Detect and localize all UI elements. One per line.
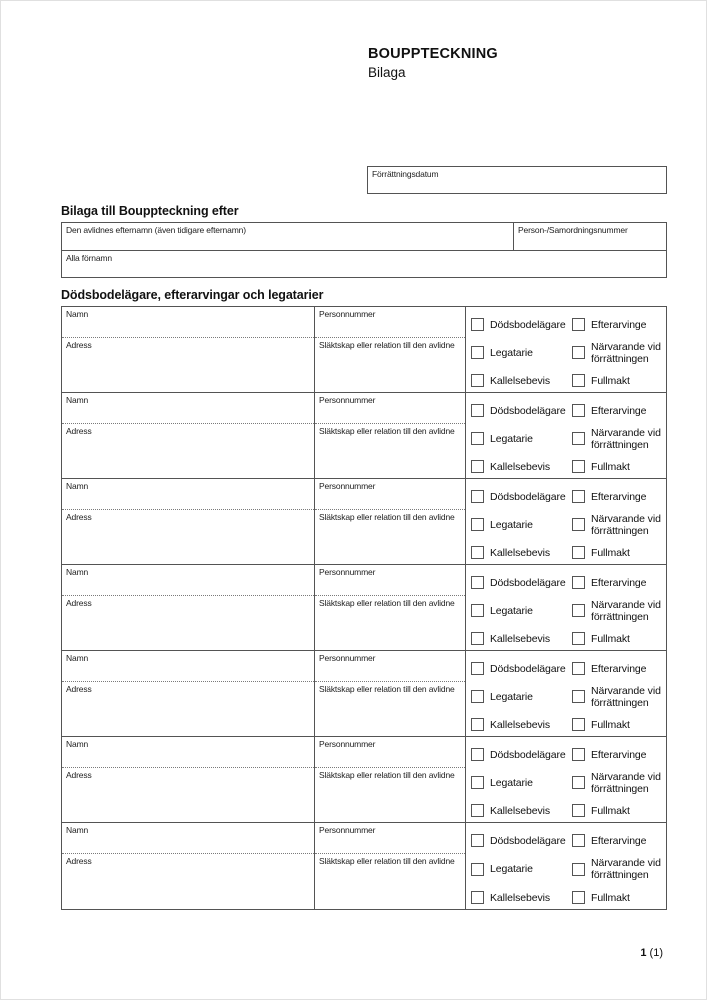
person-address-field[interactable]: [62, 768, 314, 822]
checkbox-label-fullmakt: Fullmakt: [591, 718, 630, 731]
checkbox-item-efterarvinge: [572, 318, 662, 331]
checkbox-line-1: [471, 662, 662, 675]
checkbox-label-efterarvinge: Efterarvinge: [591, 318, 647, 331]
checkbox-item-fullmakt: [572, 546, 662, 559]
checkbox-item-fullmakt: [572, 891, 662, 904]
checkbox-item-legatarie: [471, 685, 572, 709]
person-address-label: Adress: [66, 426, 92, 436]
person-name-label: Namn: [66, 481, 89, 491]
checkbox-kallelsebevis[interactable]: [471, 891, 484, 904]
first-names-label: Alla förnamn: [66, 253, 112, 263]
beneficiaries-table: [61, 306, 667, 910]
person-name-label: Namn: [66, 825, 89, 835]
person-address-field[interactable]: [62, 596, 314, 650]
checkbox-efterarvinge[interactable]: [572, 748, 585, 761]
checkbox-label-legatarie: Legatarie: [490, 432, 533, 445]
checkbox-label-legatarie: Legatarie: [490, 776, 533, 789]
checkbox-item-narvarande: [572, 599, 662, 623]
checkbox-item-narvarande: [572, 685, 662, 709]
person-number-field[interactable]: [315, 307, 465, 338]
checkbox-efterarvinge[interactable]: [572, 576, 585, 589]
checkbox-efterarvinge[interactable]: [572, 404, 585, 417]
checkbox-kallelsebevis[interactable]: [471, 804, 484, 817]
person-name-address-column: [62, 651, 315, 736]
checkbox-dodsbodelagare[interactable]: [471, 404, 484, 417]
checkbox-label-kallelsebevis: Kallelsebevis: [490, 804, 550, 817]
person-row: [62, 823, 666, 909]
person-relation-label: Släktskap eller relation till den avlidne: [319, 856, 455, 866]
person-number-relation-column: [315, 479, 466, 564]
checkbox-fullmakt[interactable]: [572, 460, 585, 473]
person-address-field[interactable]: [62, 682, 314, 736]
person-number-label: Personnummer: [319, 309, 376, 319]
checkbox-item-dodsbodelagare: [471, 490, 572, 503]
checkbox-dodsbodelagare[interactable]: [471, 490, 484, 503]
personal-number-label: Person-/Samordningsnummer: [518, 225, 628, 235]
person-number-relation-column: [315, 823, 466, 909]
checkbox-label-dodsbodelagare: Dödsbodelägare: [490, 490, 566, 503]
checkbox-legatarie[interactable]: [471, 518, 484, 531]
deceased-surname-label: Den avlidnes efternamn (även tidigare efternamn): [66, 225, 246, 235]
checkbox-kallelsebevis[interactable]: [471, 632, 484, 645]
checkbox-item-efterarvinge: [572, 834, 662, 847]
checkbox-label-narvarande: Närvarande vid förrättningen: [591, 340, 661, 365]
person-relation-label: Släktskap eller relation till den avlidne: [319, 426, 455, 436]
checkbox-label-legatarie: Legatarie: [490, 346, 533, 359]
checkbox-fullmakt[interactable]: [572, 374, 585, 387]
checkbox-item-dodsbodelagare: [471, 318, 572, 331]
checkbox-narvarande-vid-forrattningen[interactable]: [572, 776, 585, 789]
checkbox-label-narvarande: Närvarande vid förrättningen: [591, 598, 661, 623]
checkbox-label-kallelsebevis: Kallelsebevis: [490, 718, 550, 731]
person-number-field[interactable]: [315, 823, 465, 854]
checkbox-item-fullmakt: [572, 632, 662, 645]
checkbox-item-dodsbodelagare: [471, 404, 572, 417]
checkbox-item-kallelsebevis: [471, 632, 572, 645]
checkbox-fullmakt[interactable]: [572, 891, 585, 904]
person-address-field[interactable]: [62, 338, 314, 392]
checkbox-narvarande-vid-forrattningen[interactable]: [572, 690, 585, 703]
page-number-total: (1): [649, 947, 663, 959]
checkbox-item-kallelsebevis: [471, 460, 572, 473]
person-relation-field[interactable]: [315, 768, 465, 822]
person-name-address-column: [62, 307, 315, 392]
checkbox-label-legatarie: Legatarie: [490, 518, 533, 531]
checkbox-item-narvarande: [572, 771, 662, 795]
person-row: [62, 565, 666, 651]
person-name-field[interactable]: [62, 823, 314, 854]
checkbox-label-legatarie: Legatarie: [490, 604, 533, 617]
person-number-label: Personnummer: [319, 481, 376, 491]
checkbox-kallelsebevis[interactable]: [471, 460, 484, 473]
checkbox-item-narvarande: [572, 513, 662, 537]
checkbox-label-legatarie: Legatarie: [490, 690, 533, 703]
checkbox-dodsbodelagare[interactable]: [471, 318, 484, 331]
checkbox-item-efterarvinge: [572, 404, 662, 417]
checkbox-line-3: [471, 546, 662, 559]
checkbox-efterarvinge[interactable]: [572, 662, 585, 675]
checkbox-item-fullmakt: [572, 374, 662, 387]
checkbox-line-1: [471, 404, 662, 417]
checkbox-label-dodsbodelagare: Dödsbodelägare: [490, 404, 566, 417]
checkbox-fullmakt[interactable]: [572, 632, 585, 645]
person-role-checkbox-group: [466, 479, 666, 564]
checkbox-narvarande-vid-forrattningen[interactable]: [572, 604, 585, 617]
person-name-address-column: [62, 565, 315, 650]
checkbox-label-efterarvinge: Efterarvinge: [591, 834, 647, 847]
person-relation-field[interactable]: [315, 682, 465, 736]
checkbox-line-2: [471, 771, 662, 795]
checkbox-label-kallelsebevis: Kallelsebevis: [490, 632, 550, 645]
person-name-address-column: [62, 737, 315, 822]
checkbox-legatarie[interactable]: [471, 346, 484, 359]
personal-number-field[interactable]: [514, 223, 666, 250]
checkbox-item-legatarie: [471, 513, 572, 537]
person-relation-label: Släktskap eller relation till den avlidne: [319, 598, 455, 608]
checkbox-legatarie[interactable]: [471, 776, 484, 789]
checkbox-label-efterarvinge: Efterarvinge: [591, 662, 647, 675]
page-number: [640, 947, 663, 959]
person-name-field[interactable]: [62, 393, 314, 424]
checkbox-label-narvarande: Närvarande vid förrättningen: [591, 857, 661, 881]
title-block: [368, 45, 498, 82]
checkbox-item-kallelsebevis: [471, 804, 572, 817]
checkbox-line-1: [471, 576, 662, 589]
person-address-field[interactable]: [62, 510, 314, 564]
person-name-field[interactable]: [62, 479, 314, 510]
person-role-checkbox-group: [466, 393, 666, 478]
person-name-label: Namn: [66, 309, 89, 319]
checkbox-line-2: [471, 685, 662, 709]
checkbox-line-3: [471, 632, 662, 645]
checkbox-label-kallelsebevis: Kallelsebevis: [490, 460, 550, 473]
person-relation-field[interactable]: [315, 854, 465, 909]
person-address-label: Adress: [66, 598, 92, 608]
person-relation-field[interactable]: [315, 510, 465, 564]
person-role-checkbox-group: [466, 651, 666, 736]
checkbox-label-kallelsebevis: Kallelsebevis: [490, 374, 550, 387]
checkbox-item-legatarie: [471, 771, 572, 795]
checkbox-item-dodsbodelagare: [471, 662, 572, 675]
checkbox-fullmakt[interactable]: [572, 804, 585, 817]
checkbox-label-efterarvinge: Efterarvinge: [591, 748, 647, 761]
checkbox-item-kallelsebevis: [471, 374, 572, 387]
person-name-field[interactable]: [62, 307, 314, 338]
checkbox-item-fullmakt: [572, 460, 662, 473]
person-row: [62, 479, 666, 565]
checkbox-line-2: [471, 857, 662, 881]
checkbox-efterarvinge[interactable]: [572, 318, 585, 331]
checkbox-line-2: [471, 513, 662, 537]
checkbox-item-fullmakt: [572, 718, 662, 731]
checkbox-label-fullmakt: Fullmakt: [591, 891, 630, 904]
person-address-label: Adress: [66, 512, 92, 522]
person-name-field[interactable]: [62, 737, 314, 768]
deceased-info-row1: [62, 223, 666, 251]
checkbox-dodsbodelagare[interactable]: [471, 748, 484, 761]
deceased-info-table: [61, 222, 667, 278]
checkbox-dodsbodelagare[interactable]: [471, 834, 484, 847]
person-relation-field[interactable]: [315, 338, 465, 392]
person-name-label: Namn: [66, 739, 89, 749]
person-number-relation-column: [315, 565, 466, 650]
checkbox-label-narvarande: Närvarande vid förrättningen: [591, 684, 661, 709]
checkbox-item-narvarande: [572, 857, 662, 881]
checkbox-label-dodsbodelagare: Dödsbodelägare: [490, 834, 566, 847]
checkbox-line-3: [471, 460, 662, 473]
checkbox-label-fullmakt: Fullmakt: [591, 374, 630, 387]
person-address-label: Adress: [66, 684, 92, 694]
person-name-label: Namn: [66, 653, 89, 663]
checkbox-item-dodsbodelagare: [471, 576, 572, 589]
person-number-label: Personnummer: [319, 653, 376, 663]
person-number-field[interactable]: [315, 651, 465, 682]
deceased-surname-field[interactable]: [62, 223, 514, 250]
checkbox-legatarie[interactable]: [471, 604, 484, 617]
checkbox-line-3: [471, 374, 662, 387]
checkbox-efterarvinge[interactable]: [572, 834, 585, 847]
person-name-address-column: [62, 823, 315, 909]
checkbox-label-legatarie: Legatarie: [490, 863, 533, 875]
checkbox-item-efterarvinge: [572, 576, 662, 589]
person-address-label: Adress: [66, 770, 92, 780]
checkbox-item-legatarie: [471, 341, 572, 365]
checkbox-line-1: [471, 490, 662, 503]
person-relation-label: Släktskap eller relation till den avlidne: [319, 340, 455, 350]
checkbox-line-1: [471, 834, 662, 847]
person-name-address-column: [62, 479, 315, 564]
checkbox-item-legatarie: [471, 857, 572, 881]
checkbox-label-narvarande: Närvarande vid förrättningen: [591, 770, 661, 795]
person-number-relation-column: [315, 737, 466, 822]
person-role-checkbox-group: [466, 737, 666, 822]
checkbox-label-kallelsebevis: Kallelsebevis: [490, 546, 550, 559]
checkbox-label-narvarande: Närvarande vid förrättningen: [591, 426, 661, 451]
person-relation-field[interactable]: [315, 424, 465, 478]
document-subtitle: Bilaga: [368, 65, 406, 80]
checkbox-item-efterarvinge: [572, 662, 662, 675]
checkbox-fullmakt[interactable]: [572, 546, 585, 559]
person-number-label: Personnummer: [319, 825, 376, 835]
date-of-proceedings-field[interactable]: [367, 166, 667, 194]
person-row: [62, 307, 666, 393]
checkbox-legatarie[interactable]: [471, 690, 484, 703]
checkbox-item-legatarie: [471, 599, 572, 623]
checkbox-item-kallelsebevis: [471, 891, 572, 904]
checkbox-item-narvarande: [572, 341, 662, 365]
person-relation-label: Släktskap eller relation till den avlidne: [319, 512, 455, 522]
person-row: [62, 737, 666, 823]
checkbox-label-efterarvinge: Efterarvinge: [591, 490, 647, 503]
checkbox-line-3: [471, 891, 662, 904]
person-name-field[interactable]: [62, 565, 314, 596]
first-names-field[interactable]: [62, 251, 666, 277]
checkbox-label-dodsbodelagare: Dödsbodelägare: [490, 748, 566, 761]
checkbox-line-1: [471, 748, 662, 761]
checkbox-kallelsebevis[interactable]: [471, 718, 484, 731]
person-role-checkbox-group: [466, 565, 666, 650]
checkbox-line-2: [471, 341, 662, 365]
person-relation-label: Släktskap eller relation till den avlidne: [319, 770, 455, 780]
checkbox-narvarande-vid-forrattningen[interactable]: [572, 518, 585, 531]
person-name-label: Namn: [66, 395, 89, 405]
date-of-proceedings-label: Förrättningsdatum: [372, 169, 439, 179]
person-number-relation-column: [315, 393, 466, 478]
person-name-label: Namn: [66, 567, 89, 577]
checkbox-label-kallelsebevis: Kallelsebevis: [490, 891, 550, 904]
checkbox-line-3: [471, 718, 662, 731]
checkbox-item-kallelsebevis: [471, 546, 572, 559]
checkbox-narvarande-vid-forrattningen[interactable]: [572, 863, 585, 876]
person-address-field[interactable]: [62, 854, 314, 909]
checkbox-narvarande-vid-forrattningen[interactable]: [572, 432, 585, 445]
document-title: BOUPPTECKNING: [368, 46, 498, 62]
person-number-relation-column: [315, 651, 466, 736]
checkbox-item-fullmakt: [572, 804, 662, 817]
checkbox-line-2: [471, 599, 662, 623]
checkbox-fullmakt[interactable]: [572, 718, 585, 731]
checkbox-label-fullmakt: Fullmakt: [591, 632, 630, 645]
checkbox-item-dodsbodelagare: [471, 748, 572, 761]
person-number-label: Personnummer: [319, 567, 376, 577]
person-name-address-column: [62, 393, 315, 478]
person-number-label: Personnummer: [319, 395, 376, 405]
checkbox-kallelsebevis[interactable]: [471, 374, 484, 387]
checkbox-item-legatarie: [471, 427, 572, 451]
section2-heading: Dödsbodelägare, efterarvingar och legatarier: [61, 288, 324, 302]
person-number-field[interactable]: [315, 393, 465, 424]
checkbox-label-dodsbodelagare: Dödsbodelägare: [490, 662, 566, 675]
person-name-field[interactable]: [62, 651, 314, 682]
checkbox-label-fullmakt: Fullmakt: [591, 546, 630, 559]
person-role-checkbox-group: [466, 307, 666, 392]
checkbox-label-dodsbodelagare: Dödsbodelägare: [490, 318, 566, 331]
checkbox-line-3: [471, 804, 662, 817]
person-address-field[interactable]: [62, 424, 314, 478]
checkbox-line-1: [471, 318, 662, 331]
checkbox-item-dodsbodelagare: [471, 834, 572, 847]
checkbox-label-dodsbodelagare: Dödsbodelägare: [490, 576, 566, 589]
person-address-label: Adress: [66, 856, 92, 866]
checkbox-legatarie[interactable]: [471, 863, 484, 876]
page-number-current: 1: [640, 947, 647, 959]
checkbox-label-fullmakt: Fullmakt: [591, 804, 630, 817]
checkbox-narvarande-vid-forrattningen[interactable]: [572, 346, 585, 359]
checkbox-label-narvarande: Närvarande vid förrättningen: [591, 512, 661, 537]
person-number-field[interactable]: [315, 737, 465, 768]
checkbox-item-efterarvinge: [572, 748, 662, 761]
checkbox-dodsbodelagare[interactable]: [471, 662, 484, 675]
person-row: [62, 393, 666, 479]
section1-heading: Bilaga till Bouppteckning efter: [61, 204, 239, 218]
person-relation-field[interactable]: [315, 596, 465, 650]
person-number-field[interactable]: [315, 565, 465, 596]
checkbox-line-2: [471, 427, 662, 451]
checkbox-efterarvinge[interactable]: [572, 490, 585, 503]
checkbox-label-efterarvinge: Efterarvinge: [591, 404, 647, 417]
checkbox-legatarie[interactable]: [471, 432, 484, 445]
checkbox-label-efterarvinge: Efterarvinge: [591, 576, 647, 589]
checkbox-item-efterarvinge: [572, 490, 662, 503]
person-row: [62, 651, 666, 737]
person-number-field[interactable]: [315, 479, 465, 510]
checkbox-kallelsebevis[interactable]: [471, 546, 484, 559]
person-number-relation-column: [315, 307, 466, 392]
person-role-checkbox-group: [466, 823, 666, 909]
checkbox-item-narvarande: [572, 427, 662, 451]
person-relation-label: Släktskap eller relation till den avlidne: [319, 684, 455, 694]
person-address-label: Adress: [66, 340, 92, 350]
checkbox-dodsbodelagare[interactable]: [471, 576, 484, 589]
checkbox-label-fullmakt: Fullmakt: [591, 460, 630, 473]
checkbox-item-kallelsebevis: [471, 718, 572, 731]
person-number-label: Personnummer: [319, 739, 376, 749]
